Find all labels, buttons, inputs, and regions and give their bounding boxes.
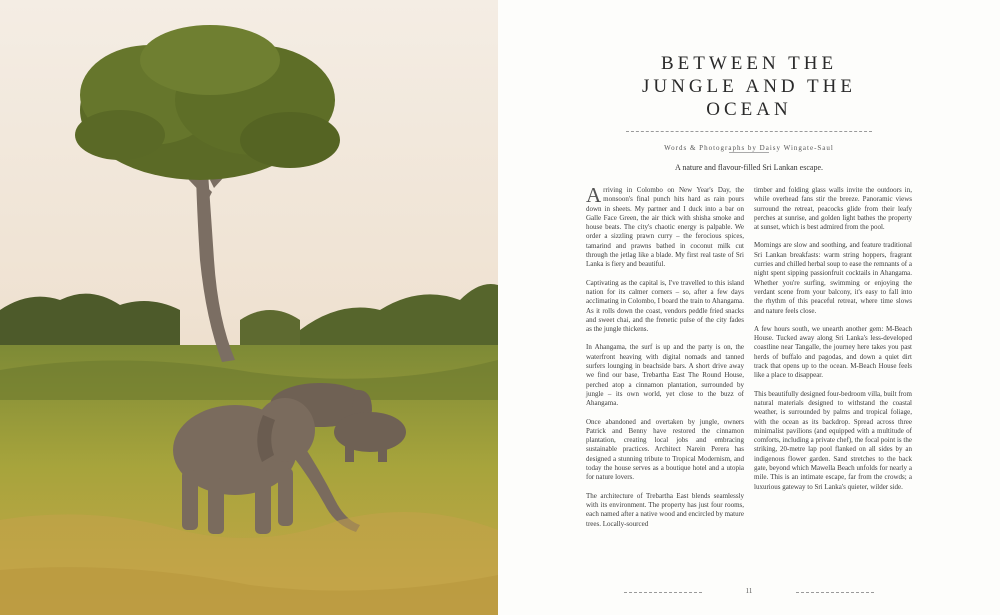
paragraph: The architecture of Trebartha East blends seamlessly with its environment. The property has just four rooms, each named after a native wood and encircled by mature trees. Locally-sourced	[586, 491, 745, 528]
paragraph	[586, 183, 744, 270]
paragraph-text: rriving in Colombo on New Year's Day, the monsoon's final punch hits hard as rain pours down in sheets. My partner and I duck into a bar on Galle Face Green, the air thick with shisha smoke and house beats. The city's chaotic energy is palpable. We order a sizzling prawn curry – the ferocious spices, tamarind and prawns bathed in coconut milk cut through the jetlag like a blade. My first real taste of Sri Lanka is fiery and beautiful.	[586, 186, 744, 269]
column-left	[586, 183, 745, 538]
paragraph: Once abandoned and overtaken by jungle, owners Patrick and Benny have restored the cinnamon plantation, creating local jobs and embracing sustainable practices. Architect Narein Perera has designed a stunning tribute to Tropical Modernism, and today the house serves as a boutique hotel and a utopia for nature lovers.	[586, 417, 744, 482]
drop-cap: A	[586, 183, 602, 207]
title-line-2: JUNGLE AND THE	[642, 76, 856, 97]
column-right	[754, 186, 912, 501]
page-number: 11	[745, 587, 753, 595]
paragraph: This beautifully designed four-bedroom villa, built from natural materials designed to withstand the coastal weather, is surrounded by palms and tropical foliage, with the ocean as its backdrop. Spread across three minimalist pavilions (and equipped with a multitude of comforts, including a private chef), the focal point is the striking, 20-metre lap pool flanked on all sides by an indigenous flower garden. Sand stretches to the back gate, beyond which Mawella Beach unfolds for nearly a mile. This is an intimate escape, far from the crowds; a luxurious gateway to Sri Lanka's quieter, wilder side.	[754, 389, 912, 491]
byline-rule	[729, 152, 769, 153]
footer-rule-right	[796, 592, 874, 593]
article-title	[498, 52, 1000, 121]
article-page	[498, 0, 1000, 615]
paragraph: Mornings are slow and soothing, and feature traditional Sri Lankan breakfasts: warm string hoppers, fragrant curries and chilled herbal soup to ease the remnants of a night spent sipping passionfruit cocktails in Ahangama. Whether you're surfing, swimming or enjoying the verdant scene from your balcony, it's easy to fall into the rhythm of this peaceful retreat, where time slows and nature feels close.	[754, 241, 912, 315]
standfirst: A nature and flavour-filled Sri Lankan escape.	[674, 163, 823, 172]
title-divider	[626, 131, 872, 132]
paragraph: Captivating as the capital is, I've travelled to this island nation for its calmer corners – so, after a few days acclimating in Colombo, I board the train to Ahangama. As it rolls down the coast, vendors peddle fried snacks and sweet chai, and the frenetic pulse of the city fades as the jungle thickens.	[586, 278, 744, 334]
paragraph: In Ahangama, the surf is up and the party is on, the waterfront heaving with digital nomads and tanned surfers lounging in beachside bars. A short drive away we find our base, Trebartha East The Round House, perched atop a cinnamon plantation, surrounded by jungle – its own world, yet close to the buzz of Ahangama.	[586, 343, 744, 408]
paragraph: A few hours south, we unearth another gem: M-Beach House. Tucked away along Sri Lanka's less-developed coastline near Tangalle, the journey here takes you past herds of buffalo and pagodas, and down a quiet dirt track that opens up to the ocean. M-Beach House feels like a place to disappear.	[754, 324, 912, 380]
elephant-photo	[0, 0, 498, 615]
title-line-3: OCEAN	[706, 99, 792, 120]
byline: Words & Photographs by Daisy Wingate-Saul	[664, 144, 834, 152]
paragraph: timber and folding glass walls invite the outdoors in, while overhead fans stir the breeze. Panoramic views surround the retreat, peacocks glide from their leafy perches at sunrise, and golden light bathes the property at sunset, which is best admired from the pool.	[754, 186, 912, 232]
title-line-1: BETWEEN THE	[660, 53, 838, 74]
